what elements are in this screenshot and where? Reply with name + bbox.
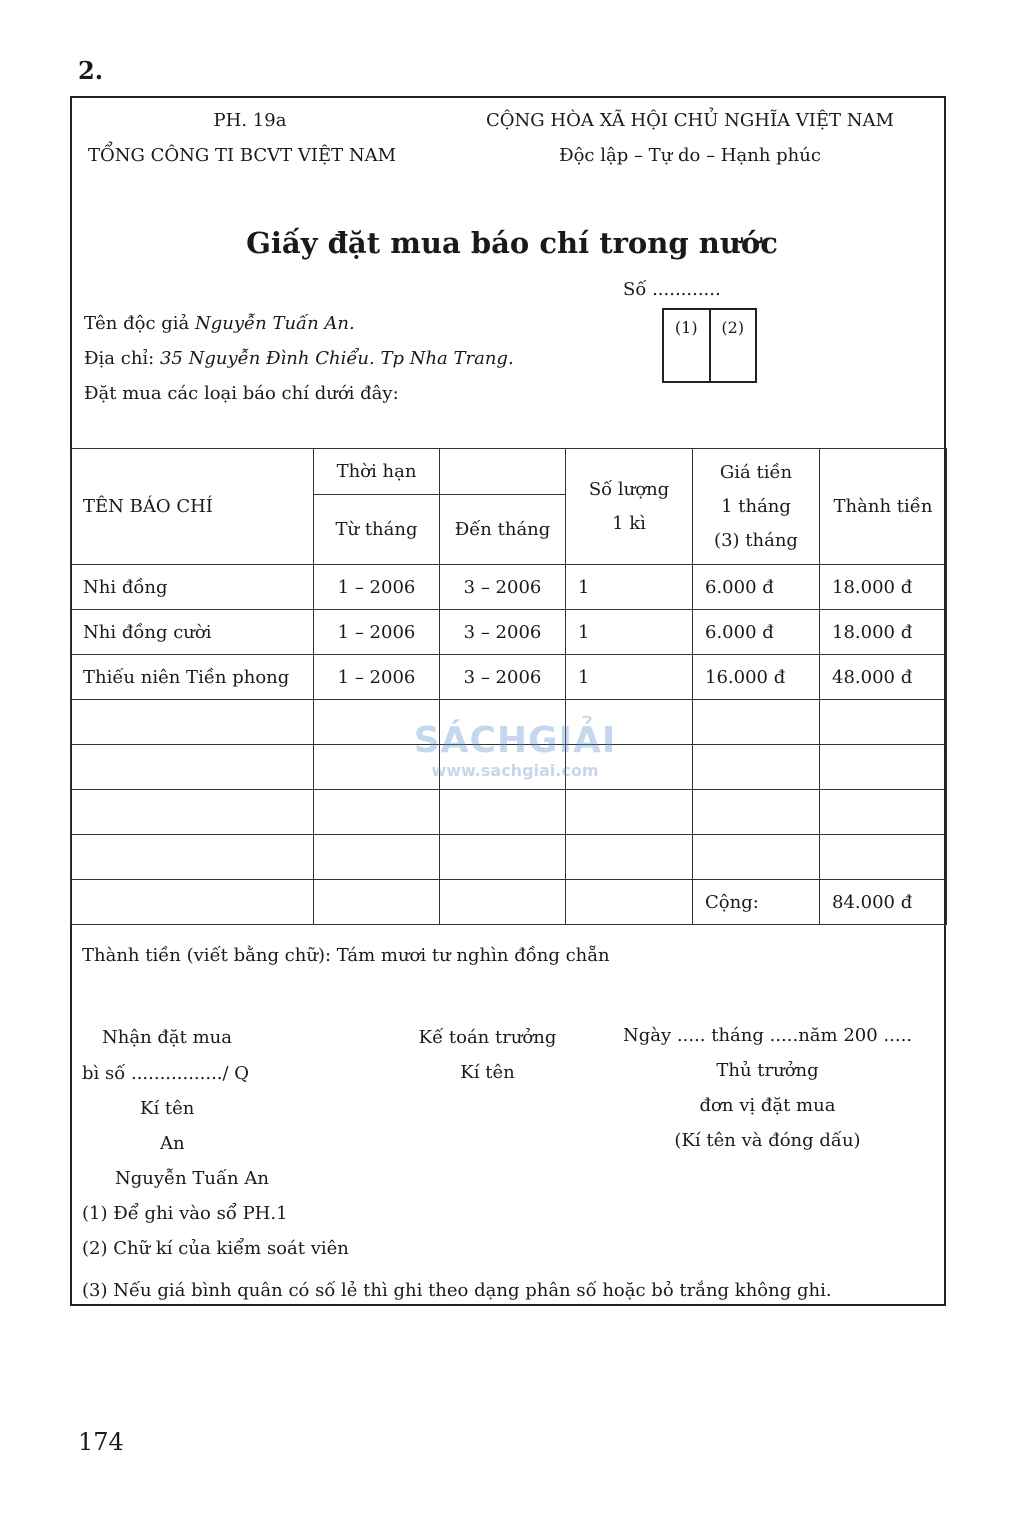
receiver-name: Nguyễn Tuấn An xyxy=(115,1168,269,1189)
accountant-sign-label: Kí tên xyxy=(460,1062,515,1083)
note-1: (1) Để ghi vào sổ PH.1 xyxy=(82,1203,288,1224)
form-title: Giấy đặt mua báo chí trong nước xyxy=(246,226,778,260)
reader-address-line xyxy=(84,348,514,369)
order-intro: Đặt mua các loại báo chí dưới đây: xyxy=(84,383,399,404)
form-code: PH. 19a xyxy=(213,110,287,131)
note-2: (2) Chữ kí của kiểm soát viên xyxy=(82,1238,349,1259)
row-to: 3 – 2006 xyxy=(440,565,566,610)
table-row xyxy=(71,610,947,655)
orders-table xyxy=(70,448,947,925)
row-qty: 1 xyxy=(566,565,693,610)
row-from: 1 – 2006 xyxy=(314,655,440,700)
row-price: 16.000 đ xyxy=(693,655,820,700)
receiver-title: Nhận đặt mua xyxy=(102,1027,232,1048)
reader-name-value: Nguyễn Tuấn An. xyxy=(195,313,355,334)
row-from: 1 – 2006 xyxy=(314,565,440,610)
sum-row xyxy=(71,880,947,925)
accountant-title: Kế toán trưởng xyxy=(418,1027,557,1048)
reader-address-value: 35 Nguyễn Đình Chiểu. Tp Nha Trang. xyxy=(159,348,514,369)
row-price: 6.000 đ xyxy=(693,565,820,610)
row-name: Nhi đồng cười xyxy=(71,610,314,655)
header-to: Đến tháng xyxy=(440,495,566,565)
date-line: Ngày ..... tháng .....năm 200 ..... xyxy=(622,1025,913,1046)
national-motto: Độc lập – Tự do – Hạnh phúc xyxy=(559,145,821,166)
row-total: 18.000 đ xyxy=(820,565,947,610)
control-box-1: (1) xyxy=(674,318,698,337)
page-number: 174 xyxy=(78,1428,124,1456)
section-number: 2. xyxy=(78,56,104,85)
receiver-line: bì số ................/ Q xyxy=(82,1063,250,1084)
reader-address-label: Địa chỉ: xyxy=(84,348,155,369)
row-total: 48.000 đ xyxy=(820,655,947,700)
head-sign-label: (Kí tên và đóng dấu) xyxy=(674,1130,861,1151)
reader-name-label: Tên độc giả xyxy=(84,313,190,334)
header-period: Thời hạn xyxy=(314,449,440,495)
table-row xyxy=(71,655,947,700)
table-header-row xyxy=(71,449,947,495)
header-price-line1: Giá tiền xyxy=(719,461,793,483)
nation-name: CỘNG HÒA XÃ HỘI CHỦ NGHĨA VIỆT NAM xyxy=(486,110,894,131)
header-price-line2: 1 tháng xyxy=(721,495,791,517)
note-3: (3) Nếu giá bình quân có số lẻ thì ghi theo dạng phân số hoặc bỏ trắng không ghi. xyxy=(82,1280,832,1301)
row-price: 6.000 đ xyxy=(693,610,820,655)
form-number-line: Số ............ xyxy=(623,279,721,300)
control-boxes xyxy=(662,308,757,383)
header-total: Thành tiền xyxy=(820,449,947,565)
receiver-signature: An xyxy=(160,1133,185,1154)
row-from: 1 – 2006 xyxy=(314,610,440,655)
row-to: 3 – 2006 xyxy=(440,655,566,700)
watermark-logo xyxy=(410,720,620,780)
row-name: Thiếu niên Tiền phong xyxy=(71,655,314,700)
table-row xyxy=(71,565,947,610)
row-qty: 1 xyxy=(566,610,693,655)
empty-row xyxy=(71,790,947,835)
header-period-blank xyxy=(440,449,566,495)
row-total: 18.000 đ xyxy=(820,610,947,655)
head-title: Thủ trưởng xyxy=(716,1060,819,1081)
header-name: TÊN BÁO CHÍ xyxy=(71,449,314,565)
header-from: Từ tháng xyxy=(314,495,440,565)
sum-label: Cộng: xyxy=(693,880,820,925)
header-price xyxy=(693,449,820,565)
header-quantity: Số lượng 1 kì xyxy=(566,449,693,565)
watermark-url: www.sachgiai.com xyxy=(431,761,599,780)
row-name: Nhi đồng xyxy=(71,565,314,610)
reader-name-line xyxy=(84,313,355,334)
organization-name: TỔNG CÔNG TI BCVT VIỆT NAM xyxy=(88,145,397,166)
control-box-2: (2) xyxy=(709,310,756,381)
row-qty: 1 xyxy=(566,655,693,700)
empty-row xyxy=(71,835,947,880)
header-price-line3: (3) tháng xyxy=(714,529,798,551)
watermark-brand: SÁCHGIẢI xyxy=(413,720,617,761)
receiver-sign-label: Kí tên xyxy=(140,1098,195,1119)
row-to: 3 – 2006 xyxy=(440,610,566,655)
head-unit: đơn vị đặt mua xyxy=(699,1095,836,1116)
sum-value: 84.000 đ xyxy=(820,880,947,925)
amount-in-words: Thành tiền (viết bằng chữ): Tám mươi tư nghìn đồng chẵn xyxy=(82,945,610,966)
